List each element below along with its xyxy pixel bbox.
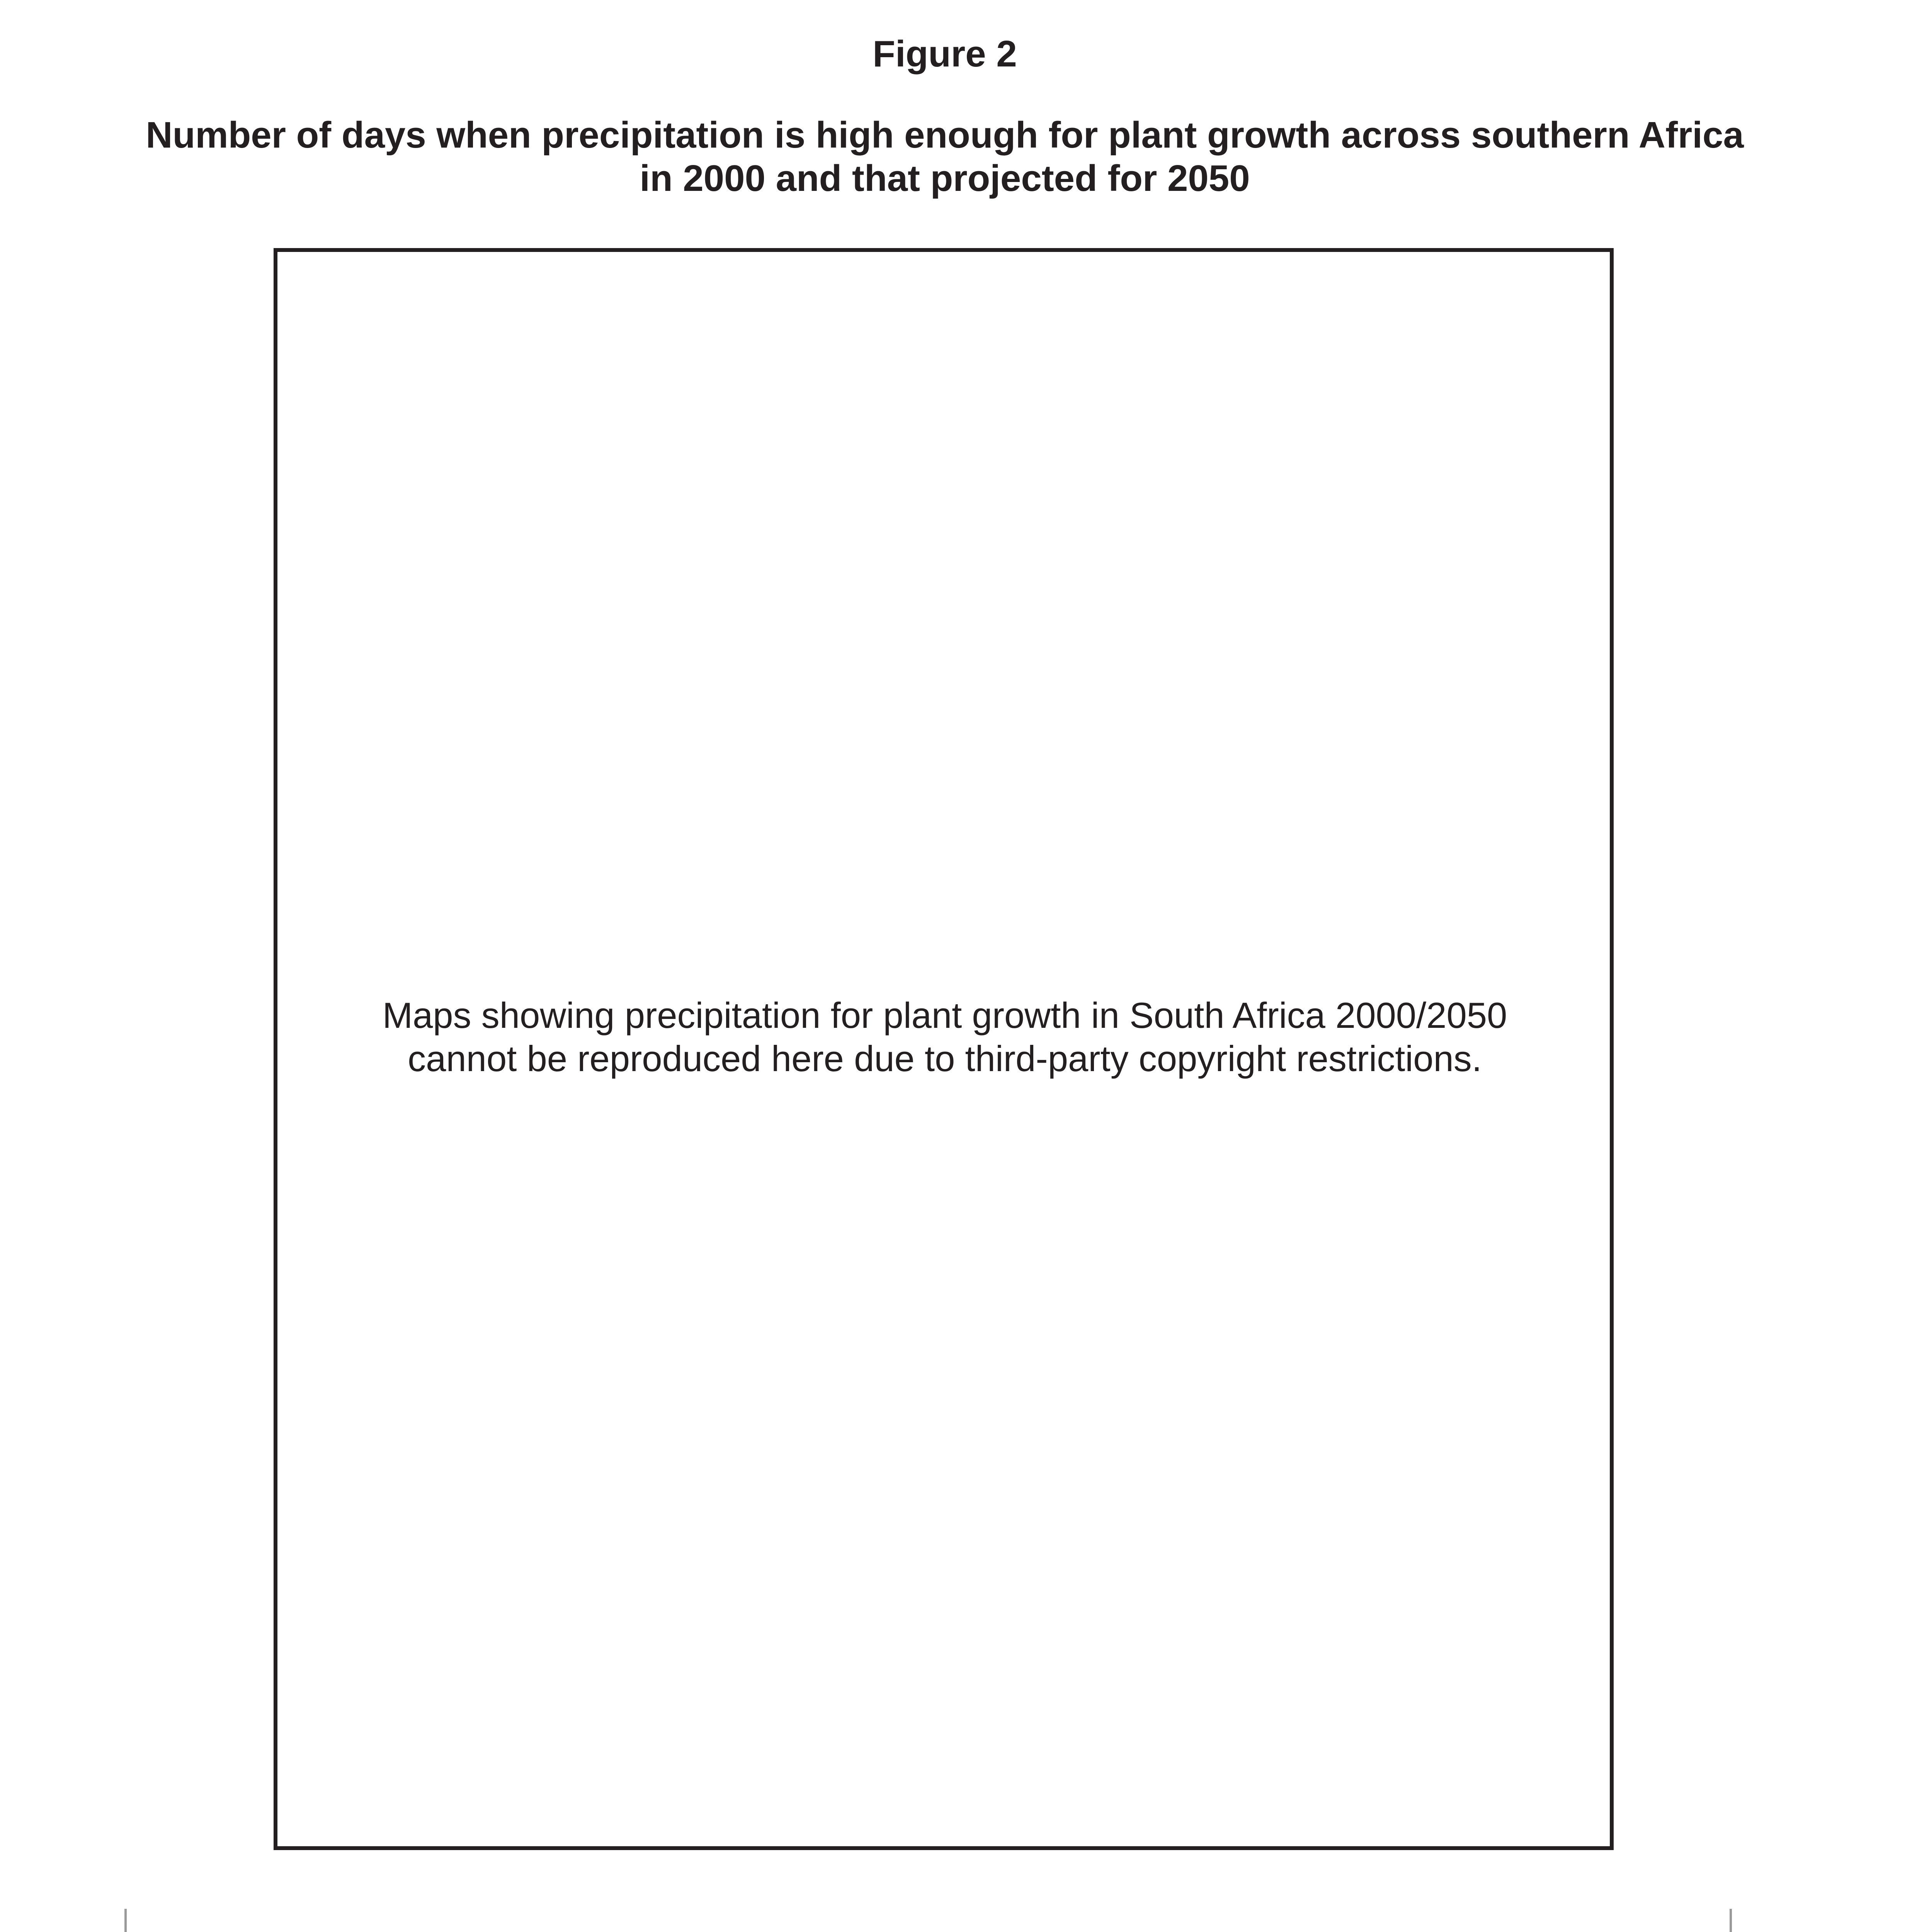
copyright-notice-line-2: cannot be reproduced here due to third-party copyright restrictions.	[408, 1038, 1482, 1079]
left-margin-rule	[124, 1909, 127, 1932]
figure-title-line-2: in 2000 and that projected for 2050	[640, 158, 1250, 199]
copyright-notice-line-1: Maps showing precipitation for plant growth in South Africa 2000/2050	[382, 995, 1507, 1036]
right-margin-rule	[1730, 1909, 1732, 1932]
copyright-notice	[0, 994, 1890, 1080]
figure-title	[116, 114, 1774, 200]
figure-label: Figure 2	[873, 33, 1017, 75]
figure-title-line-1: Number of days when precipitation is high enough for plant growth across southern Africa	[146, 114, 1744, 156]
